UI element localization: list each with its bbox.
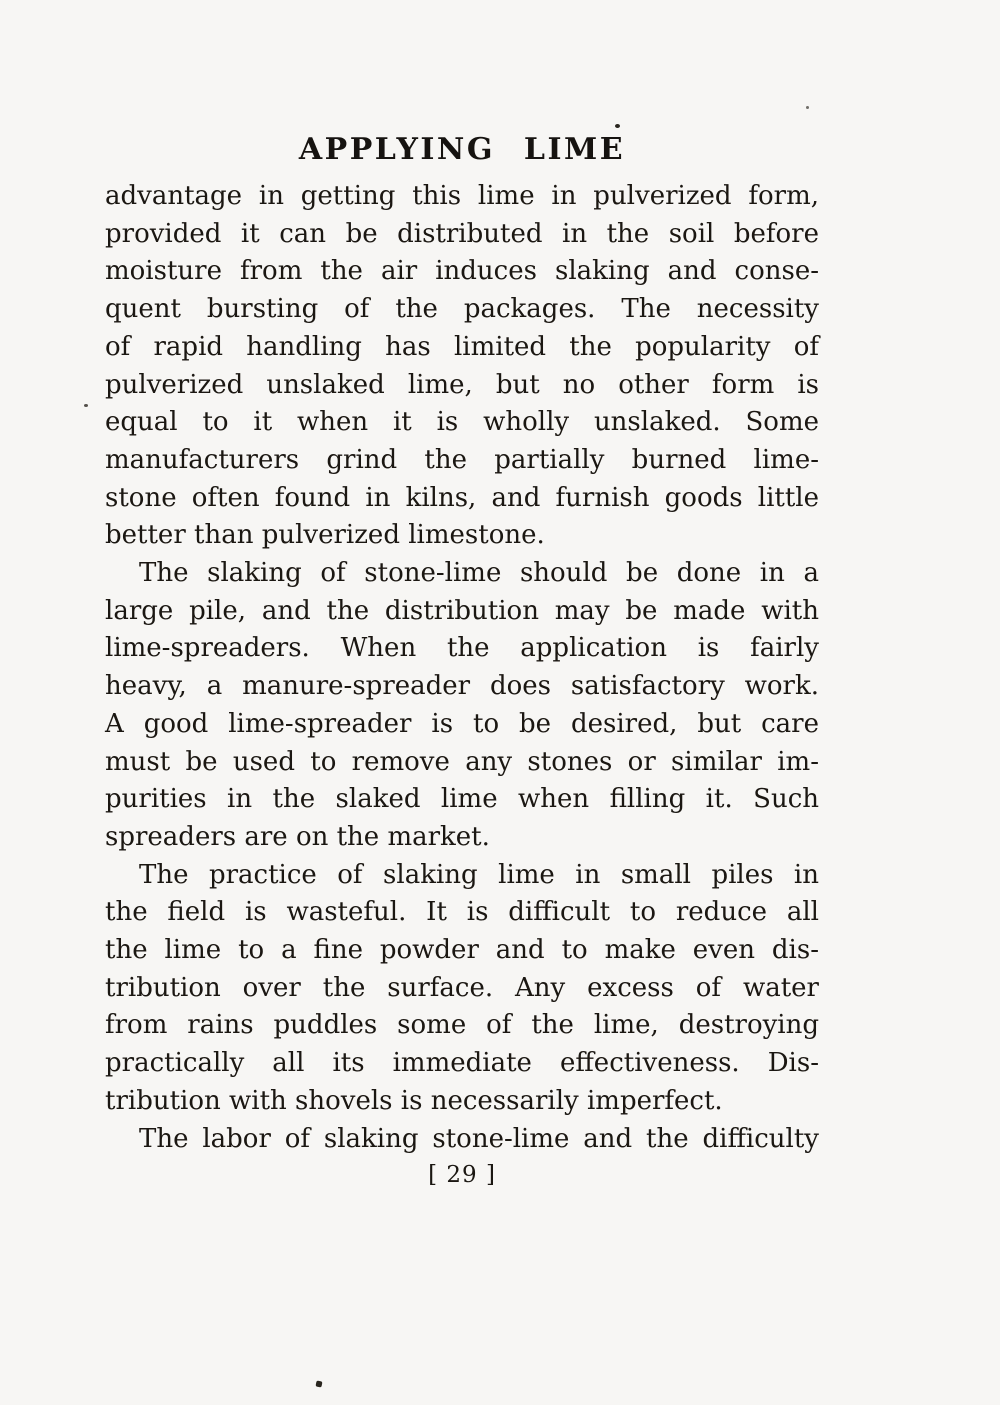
text-line: from rains puddles some of the lime, destroying bbox=[105, 1010, 819, 1041]
text-line: practically all its immediate effectiveness. Dis- bbox=[105, 1048, 819, 1079]
page-title: APPLYING LIME bbox=[298, 132, 626, 168]
paragraph bbox=[105, 857, 819, 1121]
text-line: better than pulverized limestone. bbox=[105, 520, 545, 551]
text-line: stone often found in kilns, and furnish goods little bbox=[105, 482, 819, 513]
text-line: must be used to remove any stones or similar im- bbox=[105, 746, 819, 777]
text-line: The labor of slaking stone-lime and the difficulty bbox=[139, 1123, 819, 1154]
text-line: purities in the slaked lime when filling it. Such bbox=[105, 784, 819, 815]
text-line: spreaders are on the market. bbox=[105, 821, 490, 852]
ink-speck bbox=[84, 404, 88, 407]
text-line: the lime to a fine powder and to make even dis- bbox=[105, 935, 819, 966]
text-line: equal to it when it is wholly unslaked. Some bbox=[105, 407, 819, 438]
text-line: The practice of slaking lime in small piles in bbox=[139, 859, 819, 890]
text-block bbox=[105, 178, 819, 1158]
ink-speck bbox=[315, 1380, 322, 1387]
text-line: tribution with shovels is necessarily imperfect. bbox=[105, 1085, 723, 1116]
text-line: pulverized unslaked lime, but no other form is bbox=[105, 369, 819, 400]
text-line: advantage in getting this lime in pulverized form, bbox=[105, 181, 819, 211]
page-number: [ 29 ] bbox=[428, 1162, 496, 1188]
text-line: quent bursting of the packages. The necessity bbox=[105, 294, 819, 325]
text-line: of rapid handling has limited the popularity of bbox=[105, 331, 819, 362]
text-line: moisture from the air induces slaking and conse- bbox=[105, 256, 819, 287]
text-line: A good lime-spreader is to be desired, but care bbox=[105, 708, 819, 739]
text-line: large pile, and the distribution may be made with bbox=[105, 595, 819, 626]
text-line: manufacturers grind the partially burned lime- bbox=[105, 444, 819, 475]
text-line: tribution over the surface. Any excess of water bbox=[105, 972, 819, 1003]
text-line: the field is wasteful. It is difficult to reduce all bbox=[105, 897, 819, 928]
paragraph bbox=[105, 178, 819, 555]
text-line: heavy, a manure-spreader does satisfactory work. bbox=[105, 671, 819, 702]
ink-speck bbox=[615, 124, 620, 128]
paragraph bbox=[105, 1121, 819, 1159]
ink-speck bbox=[806, 106, 809, 109]
text-line: lime-spreaders. When the application is fairly bbox=[105, 633, 819, 664]
text-line: provided it can be distributed in the soil before bbox=[105, 218, 819, 249]
text-line: The slaking of stone-lime should be done in a bbox=[139, 558, 819, 589]
paragraph bbox=[105, 555, 819, 857]
